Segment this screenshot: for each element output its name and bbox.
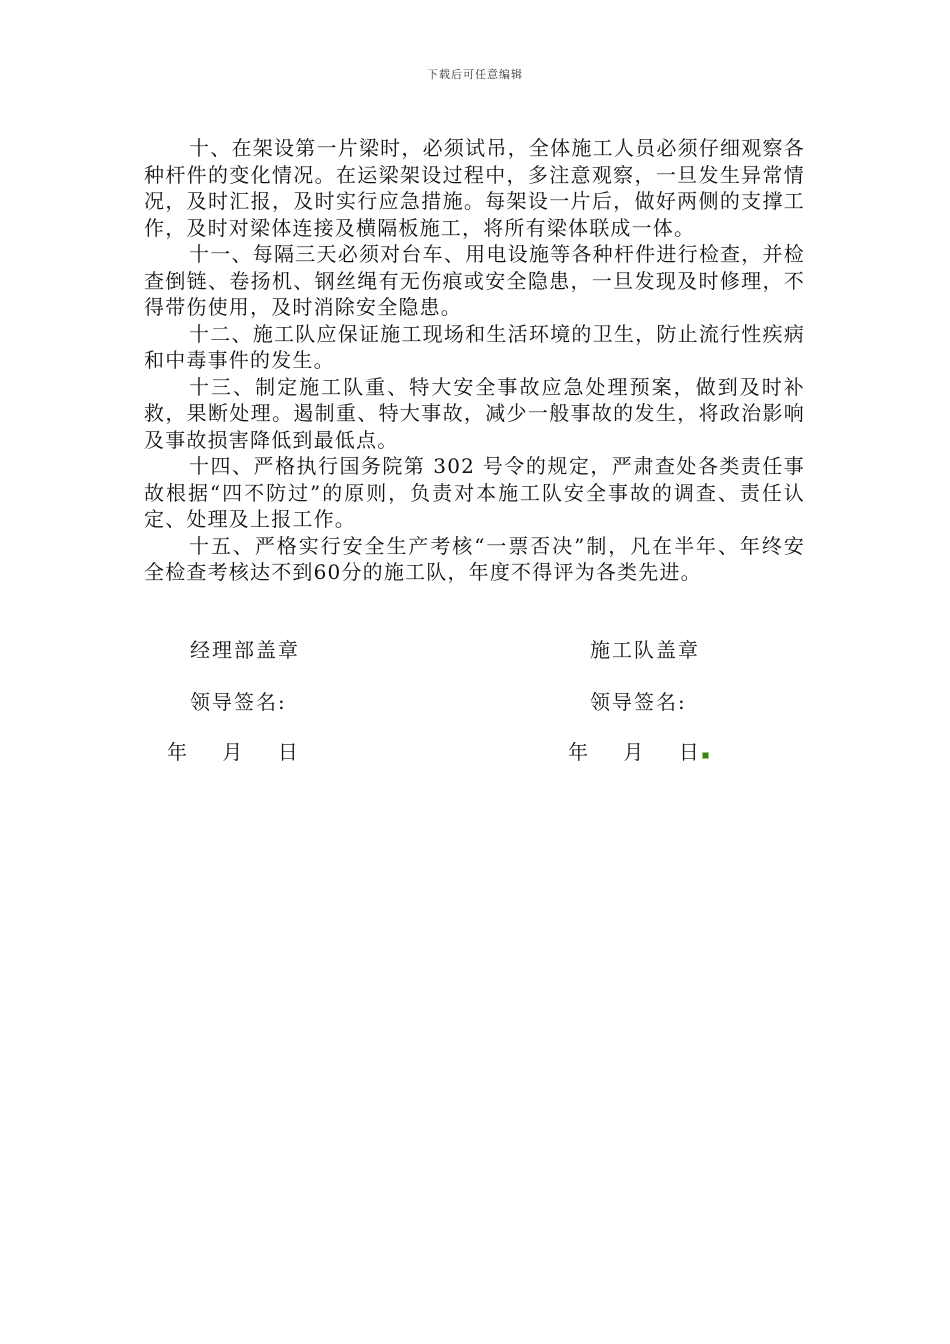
paragraph-14: 十四、严格执行国务院第 302 号令的规定，严肃查处各类责任事故根据“四不防过”的原则，负责对本施工队安全事故的调查、责任认定、处理及上报工作。 xyxy=(144,454,805,531)
right-date-text: 年 月 日 xyxy=(568,740,701,764)
right-date-line xyxy=(568,736,709,765)
left-date-line: 年 月 日 xyxy=(167,740,300,764)
paragraph-10: 十、在架设第一片梁时，必须试吊，全体施工人员必须仔细观察各种杆件的变化情况。在运梁架设过程中，多注意观察，一旦发生异常情况，及时汇报，及时实行应急措施。每架设一片后，做好两侧的支撑工作，及时对梁体连接及横隔板施工，将所有梁体联成一体。 xyxy=(144,136,805,240)
paragraph-15: 十五、严格实行安全生产考核“一票否决”制，凡在半年、年终安全检查考核达不到60分的施工队，年度不得评为各类先进。 xyxy=(144,533,805,584)
right-seal-label: 施工队盖章 xyxy=(590,638,700,662)
header-note: 下载后可任意编辑 xyxy=(427,68,523,81)
paragraph-11: 十一、每隔三天必须对台车、用电设施等各种杆件进行检查，并检查倒链、卷扬机、钢丝绳有无伤痕或安全隐患，一旦发现及时修理，不得带伤使用，及时消除安全隐患。 xyxy=(144,242,805,319)
document-body xyxy=(144,135,805,586)
paragraph-12: 十二、施工队应保证施工现场和生活环境的卫生，防止流行性疾病和中毒事件的发生。 xyxy=(144,321,805,372)
paragraph-13: 十三、制定施工队重、特大安全事故应急处理预案，做到及时补救，果断处理。遏制重、特大事故，减少一般事故的发生，将政治影响及事故损害降低到最低点。 xyxy=(144,374,805,452)
left-leader-signature-label: 领导签名: xyxy=(190,690,287,714)
edit-marker-icon xyxy=(702,752,709,759)
right-leader-signature-label: 领导签名: xyxy=(590,690,687,714)
left-seal-label: 经理部盖章 xyxy=(190,638,300,662)
